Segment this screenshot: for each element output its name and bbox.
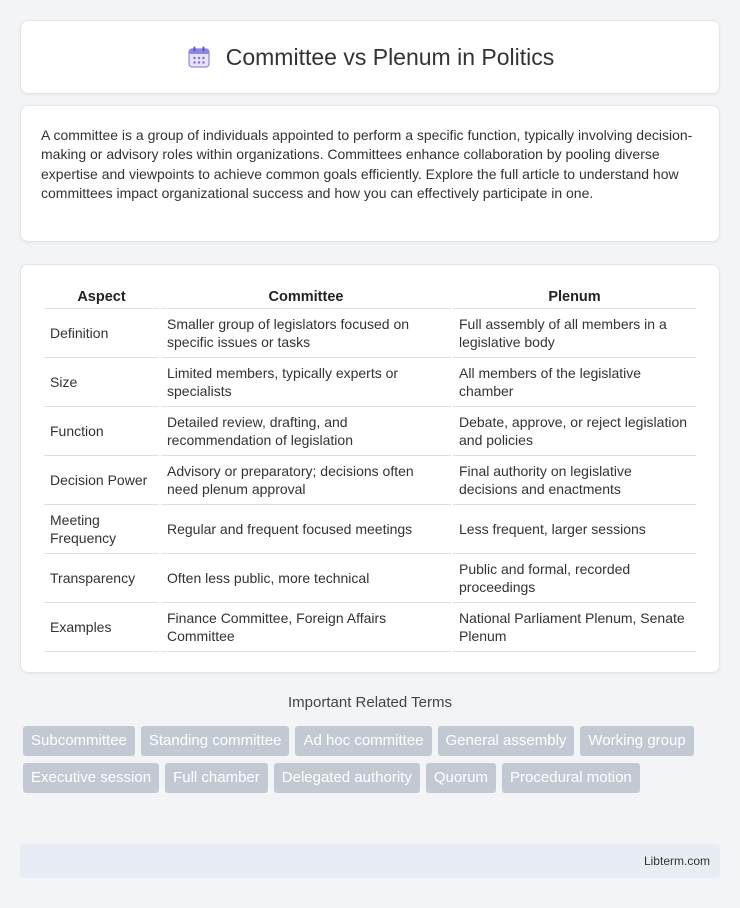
aspect-cell: Meeting Frequency <box>44 505 159 554</box>
column-header-aspect: Aspect <box>44 285 159 309</box>
related-term-tag[interactable]: Quorum <box>426 763 496 793</box>
plenum-cell: Debate, approve, or reject legislation and policies <box>453 407 696 456</box>
committee-cell: Regular and frequent focused meetings <box>161 505 451 554</box>
intro-card <box>20 105 720 242</box>
related-terms-list <box>23 726 723 793</box>
table-row <box>44 505 696 554</box>
related-term-tag[interactable]: Subcommittee <box>23 726 135 756</box>
related-term-tag[interactable]: Executive session <box>23 763 159 793</box>
table-row <box>44 309 696 358</box>
related-terms-title: Important Related Terms <box>288 694 452 711</box>
committee-cell: Advisory or preparatory; decisions often need plenum approval <box>161 456 451 505</box>
committee-cell: Detailed review, drafting, and recommendation of legislation <box>161 407 451 456</box>
intro-text: A committee is a group of individuals appointed to perform a specific function, typically involving decision-making or advisory roles within organizations. Committees enhance collaboration by pooling diverse expertise and viewpoints to achieve common goals efficiently. Explore the full article to understand how committees impact organizational success and how you can effectively participate in one. <box>41 127 693 202</box>
table-row <box>44 358 696 407</box>
header <box>186 44 555 71</box>
committee-cell: Finance Committee, Foreign Affairs Committee <box>161 603 451 652</box>
calendar-icon <box>186 44 212 70</box>
aspect-cell: Definition <box>44 309 159 358</box>
aspect-cell: Size <box>44 358 159 407</box>
column-header-plenum: Plenum <box>453 285 696 309</box>
related-term-tag[interactable]: Working group <box>580 726 693 756</box>
table-row <box>44 407 696 456</box>
related-term-tag[interactable]: Full chamber <box>165 763 268 793</box>
related-term-tag[interactable]: Delegated authority <box>274 763 420 793</box>
related-term-tag[interactable]: Procedural motion <box>502 763 640 793</box>
comparison-table <box>42 285 698 652</box>
table-row <box>44 456 696 505</box>
plenum-cell: National Parliament Plenum, Senate Plenum <box>453 603 696 652</box>
related-term-tag[interactable]: Standing committee <box>141 726 290 756</box>
table-header-row <box>44 285 696 309</box>
committee-cell: Limited members, typically experts or specialists <box>161 358 451 407</box>
aspect-cell: Function <box>44 407 159 456</box>
related-term-tag[interactable]: Ad hoc committee <box>295 726 431 756</box>
aspect-cell: Transparency <box>44 554 159 603</box>
related-term-tag[interactable]: General assembly <box>438 726 575 756</box>
footer-site-link[interactable]: Libterm.com <box>643 854 710 868</box>
plenum-cell: Public and formal, recorded proceedings <box>453 554 696 603</box>
page-title: Committee vs Plenum in Politics <box>225 43 555 70</box>
aspect-cell: Decision Power <box>44 456 159 505</box>
column-header-committee: Committee <box>161 285 451 309</box>
table-row <box>44 603 696 652</box>
footer <box>20 844 720 878</box>
committee-cell: Smaller group of legislators focused on specific issues or tasks <box>161 309 451 358</box>
plenum-cell: All members of the legislative chamber <box>453 358 696 407</box>
comparison-table-card <box>20 264 720 673</box>
committee-cell: Often less public, more technical <box>161 554 451 603</box>
plenum-cell: Final authority on legislative decisions and enactments <box>453 456 696 505</box>
plenum-cell: Less frequent, larger sessions <box>453 505 696 554</box>
aspect-cell: Examples <box>44 603 159 652</box>
header-card <box>20 20 720 94</box>
plenum-cell: Full assembly of all members in a legislative body <box>453 309 696 358</box>
table-row <box>44 554 696 603</box>
